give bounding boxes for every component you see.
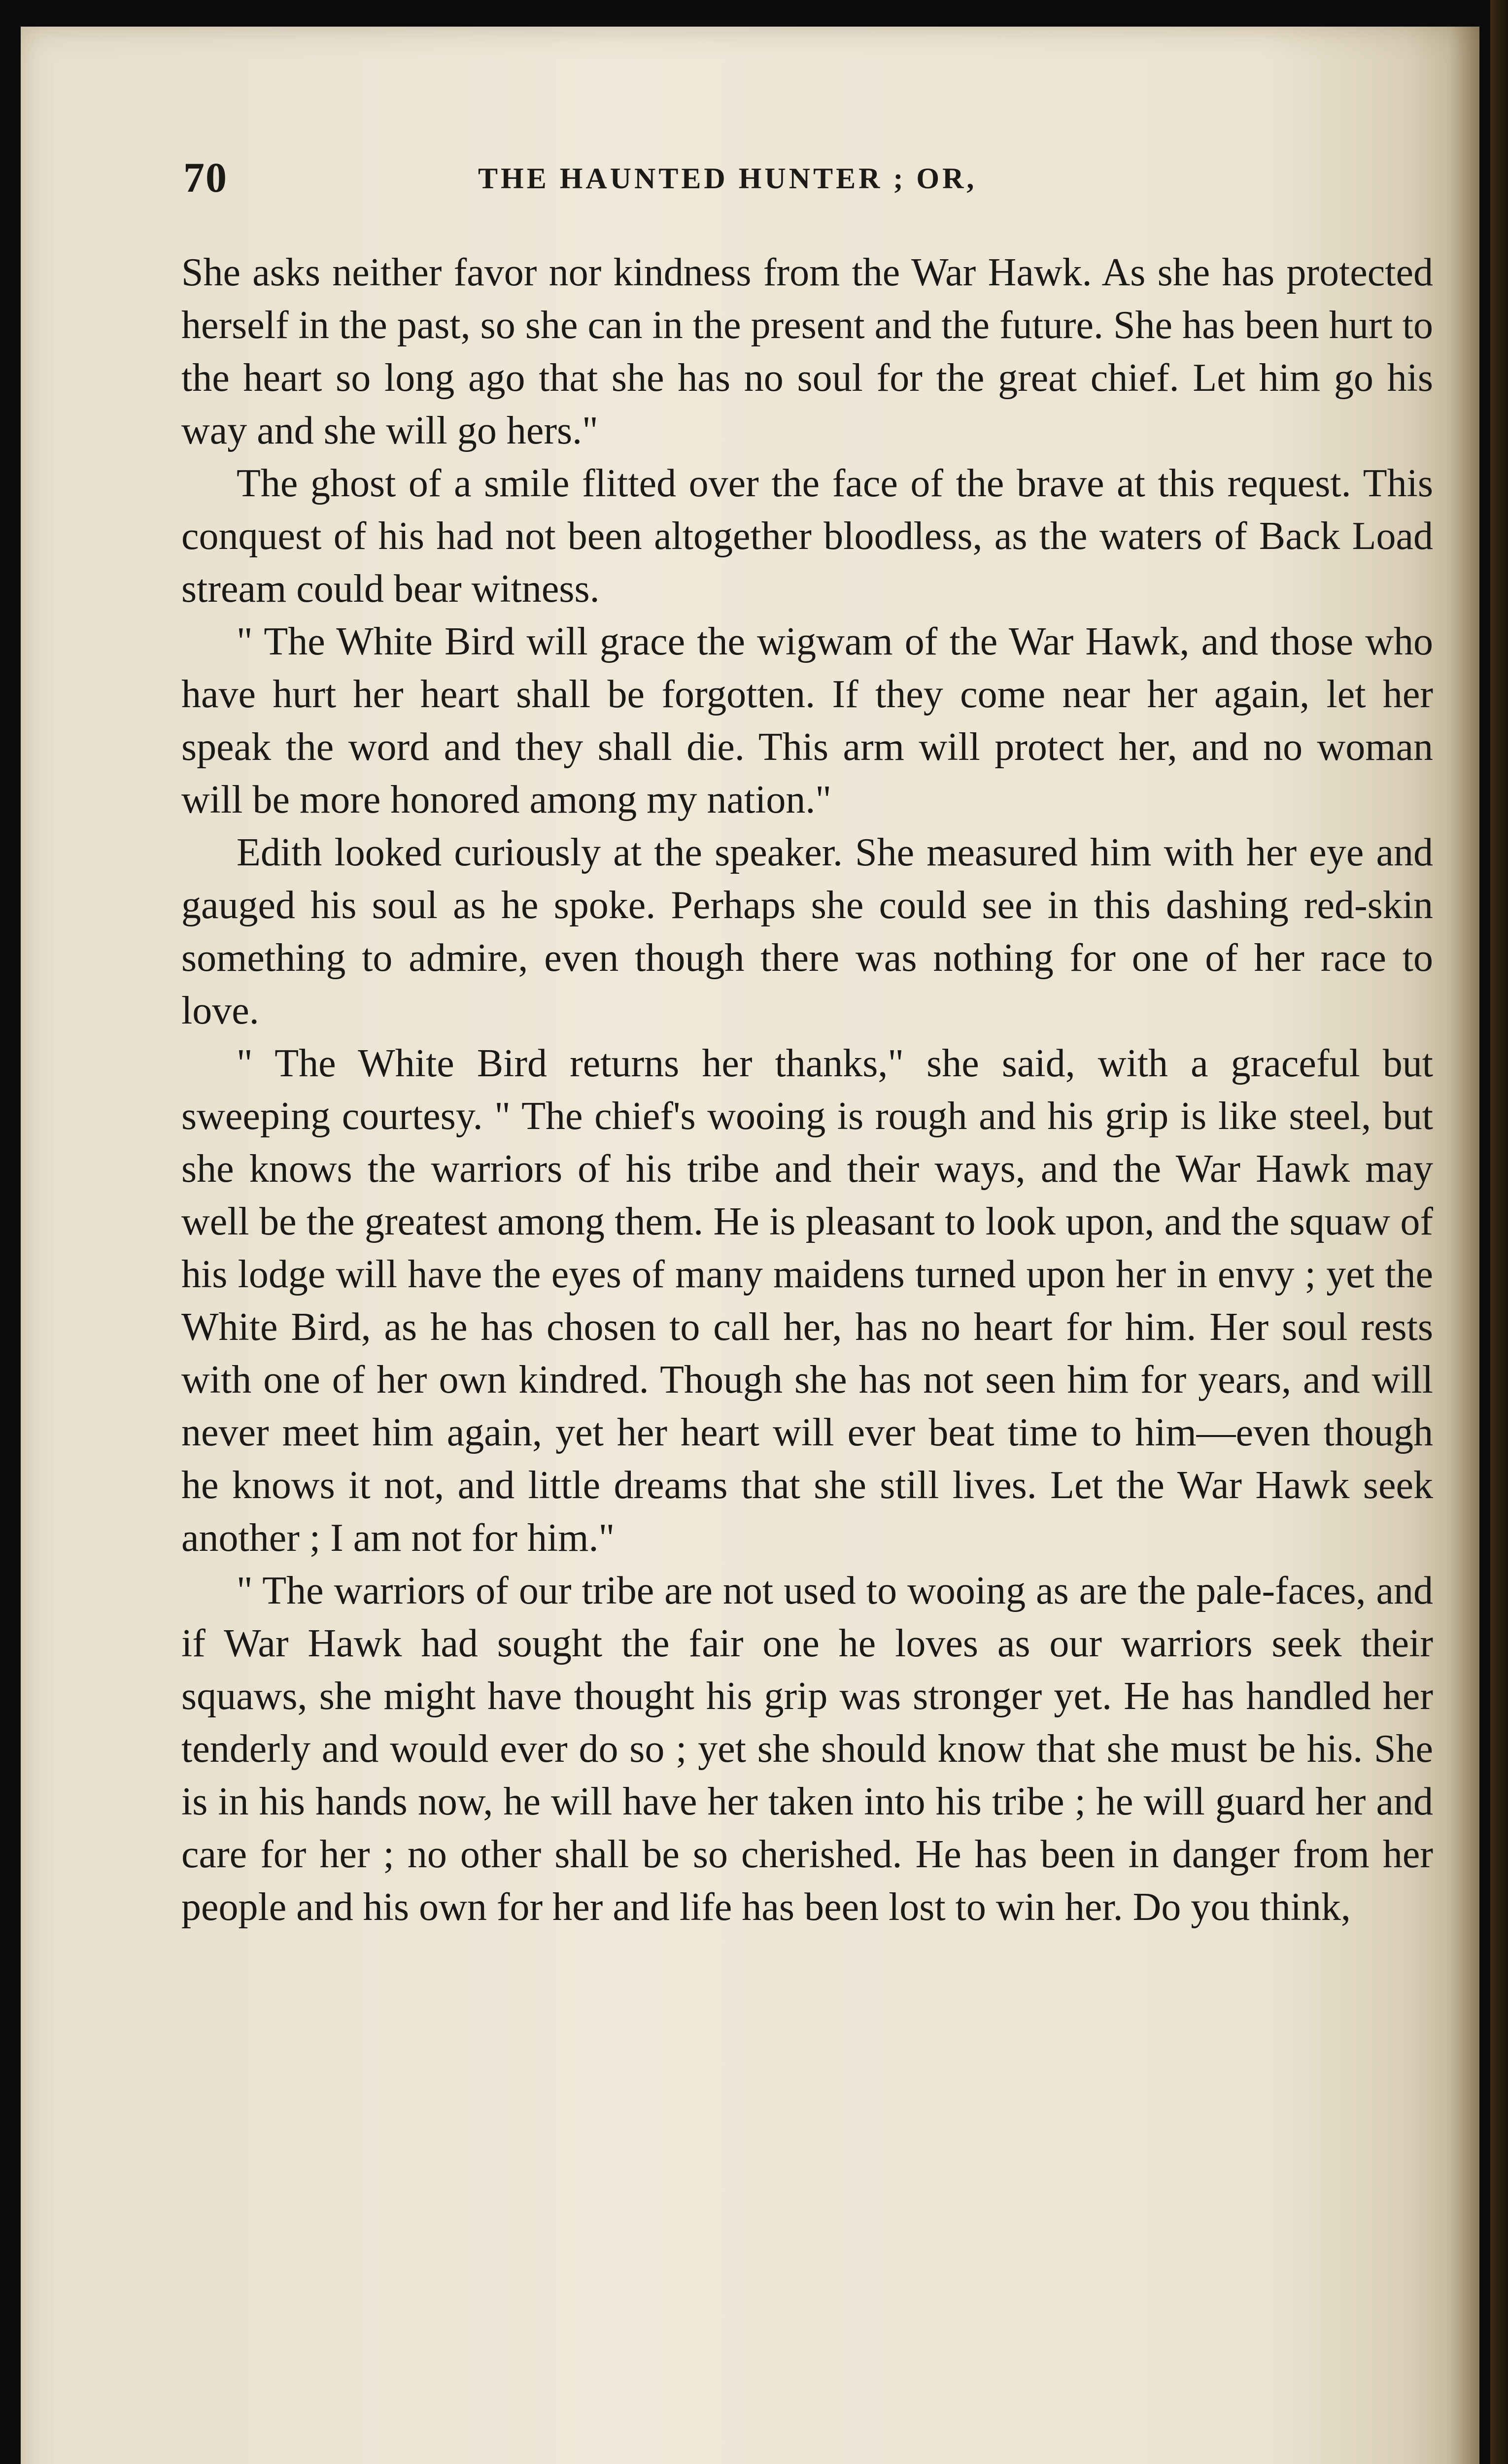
paragraph: " The White Bird will grace the wigwam of the War Hawk, and those who have hurt her heart shall be forgotten. If they come near her again, let her speak the word and they shall die. This arm will protect her, and no woman will be more honored among my nation.": [181, 620, 1433, 821]
page-number: 70: [183, 154, 228, 201]
page-header: [163, 153, 1464, 207]
paragraph: The ghost of a smile flitted over the face of the brave at this request. This conquest of his had not been altogether bloodless, as the waters of Back Load stream could bear witness.: [181, 462, 1433, 611]
paragraph: " The White Bird returns her thanks," she said, with a graceful but sweeping courtesy. " The chief's wooing is rough and his grip is like steel, but she knows the warriors of his tribe and their ways, and the War Hawk may well be the greatest among them. He is pleasant to look upon, and the squaw of his lodge will have the eyes of many maidens turned upon her in envy ; yet the White Bird, as he has chosen to call her, has no heart for him. Her soul rests with one of her own kindred. Though she has not seen him for years, and will never meet him again, yet her heart will ever beat time to him—even though he knows it not, and little dreams that she still lives. Let the War Hawk seek another ; I am not for him.": [181, 1042, 1433, 1560]
running-head: THE HAUNTED HUNTER ; OR,: [478, 162, 977, 195]
paragraph: She asks neither favor nor kindness from the War Hawk. As she has protected herself in the past, so she can in the present and the future. She has been hurt to the heart so long ago that she has no soul for the great chief. Let him go his way and she will go hers.": [181, 251, 1433, 452]
paragraph: " The warriors of our tribe are not used to wooing as are the pale-faces, and if War Hawk had sought the fair one he loves as our warriors seek their squaws, she might have thought his grip was stronger yet. He has handled her tenderly and would ever do so ; yet she should know that she must be his. She is in his hands now, he will have her taken into his tribe ; he will guard her and care for her ; no other shall be so cherished. He has been in danger from her people and his own for her and life has been lost to win her. Do you think,: [181, 1569, 1433, 1929]
book-spine: [1490, 0, 1508, 2464]
paragraph: Edith looked curiously at the speaker. She measured him with her eye and gauged his soul as he spoke. Perhaps she could see in this dashing red-skin something to admire, even though there was nothing for one of her race to love.: [181, 831, 1433, 1032]
body-text: [181, 246, 1433, 1934]
